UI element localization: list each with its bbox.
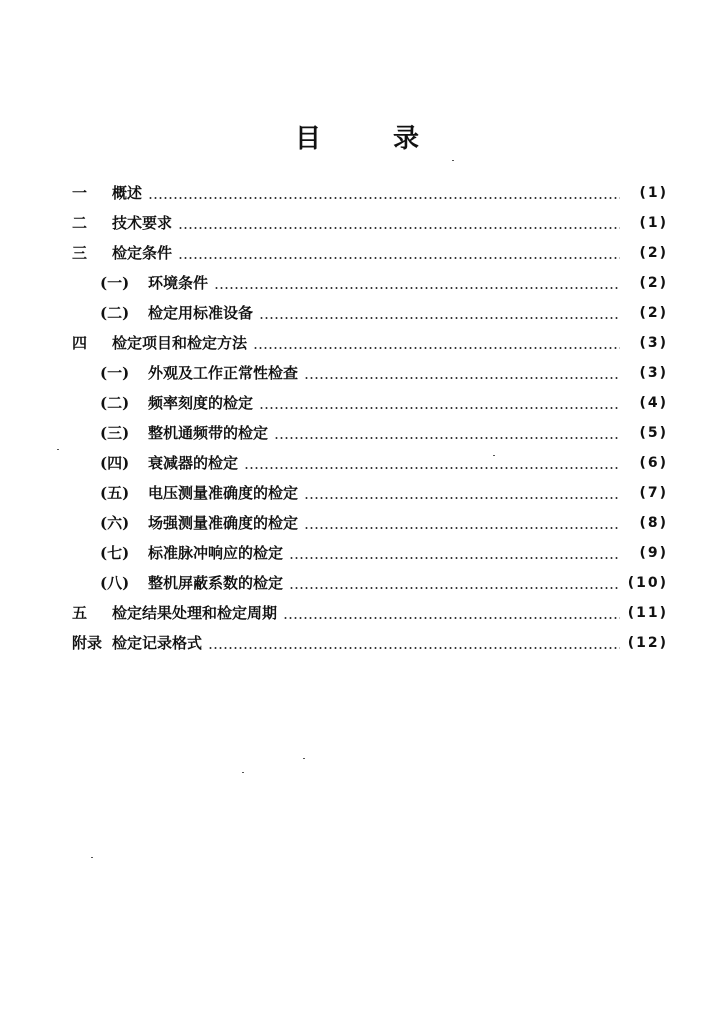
title-char-1: 目 — [294, 124, 321, 154]
toc-entry-page: (3) — [639, 365, 668, 381]
toc-entry-number: (二) — [100, 394, 130, 412]
toc-entry-label: 检定用标准设备 — [148, 298, 255, 328]
toc-entry — [72, 508, 668, 538]
toc-entry-page: (6) — [639, 455, 668, 471]
toc-entry-page: (4) — [639, 395, 668, 411]
toc-entry-number: 三 — [72, 244, 88, 262]
toc-entry-label: 检定结果处理和检定周期 — [112, 598, 279, 628]
toc-entry — [72, 208, 668, 238]
toc-entry-number: (五) — [100, 484, 130, 502]
toc-entry — [72, 418, 668, 448]
toc-entry — [72, 448, 668, 478]
toc-entry-number: (二) — [100, 304, 130, 322]
dot-leader — [304, 497, 620, 499]
toc-entry-label: 整机通频带的检定 — [148, 418, 270, 448]
dot-leader — [274, 437, 620, 439]
toc-entry — [72, 358, 668, 388]
toc-entry-page: (10) — [627, 575, 668, 591]
toc-entry-label: 整机屏蔽系数的检定 — [148, 568, 285, 598]
toc-entry-page: (5) — [639, 425, 668, 441]
dot-leader — [178, 227, 620, 229]
toc-entry-label: 环境条件 — [148, 268, 210, 298]
scan-speck — [91, 857, 93, 858]
toc-entry-page: (2) — [639, 245, 668, 261]
toc-entry — [72, 388, 668, 418]
toc-entry-label: 检定条件 — [112, 238, 174, 268]
toc-entry-number: (三) — [100, 424, 130, 442]
toc-entry-label: 检定记录格式 — [112, 628, 204, 658]
scan-speck — [452, 160, 454, 161]
toc-entry — [72, 598, 668, 628]
toc-entry-page: (11) — [627, 605, 668, 621]
toc-entry-number: (六) — [100, 514, 130, 532]
toc-entry-number: (一) — [100, 274, 130, 292]
toc-entry-page: (9) — [639, 545, 668, 561]
dot-leader — [208, 647, 620, 649]
toc-entry-label: 标准脉冲响应的检定 — [148, 538, 285, 568]
dot-leader — [178, 257, 620, 259]
dot-leader — [304, 377, 620, 379]
toc-entry-label: 概述 — [112, 178, 144, 208]
dot-leader — [259, 407, 620, 409]
toc-entry-number: (七) — [100, 544, 130, 562]
toc-entry-number: 四 — [72, 334, 88, 352]
toc-entry-page: (7) — [639, 485, 668, 501]
toc-entry — [72, 568, 668, 598]
dot-leader — [259, 317, 620, 319]
toc-entry-number: 附录 — [72, 634, 103, 652]
toc-entry — [72, 268, 668, 298]
scan-speck — [303, 758, 305, 759]
toc-entry-page: (3) — [639, 335, 668, 351]
toc-entry — [72, 298, 668, 328]
dot-leader — [148, 197, 620, 199]
toc-entry-label: 检定项目和检定方法 — [112, 328, 249, 358]
dot-leader — [253, 347, 620, 349]
toc-entry-label: 外观及工作正常性检查 — [148, 358, 300, 388]
toc-entry-number: 二 — [72, 214, 88, 232]
toc-entry-number: 五 — [72, 604, 88, 622]
toc-entry — [72, 238, 668, 268]
toc-entry — [72, 478, 668, 508]
dot-leader — [244, 467, 620, 469]
toc-entry-page: (8) — [639, 515, 668, 531]
scan-speck — [242, 772, 244, 773]
toc-entry-page: (2) — [639, 275, 668, 291]
scan-speck — [57, 449, 59, 450]
title-char-2: 录 — [393, 124, 420, 154]
page-title — [0, 118, 714, 155]
dot-leader — [283, 617, 620, 619]
toc-entry-page: (2) — [639, 305, 668, 321]
table-of-contents — [72, 178, 668, 658]
toc-entry-label: 衰减器的检定 — [148, 448, 240, 478]
toc-entry — [72, 538, 668, 568]
toc-entry-number: (一) — [100, 364, 130, 382]
dot-leader — [289, 557, 620, 559]
toc-entry-number: (八) — [100, 574, 130, 592]
toc-entry-page: (1) — [639, 185, 668, 201]
toc-entry-page: (1) — [639, 215, 668, 231]
toc-entry — [72, 628, 668, 658]
toc-entry-number: (四) — [100, 454, 130, 472]
toc-entry-label: 场强测量准确度的检定 — [148, 508, 300, 538]
toc-entry-number: 一 — [72, 184, 88, 202]
toc-entry-label: 技术要求 — [112, 208, 174, 238]
dot-leader — [214, 287, 620, 289]
dot-leader — [304, 527, 620, 529]
toc-entry-page: (12) — [627, 635, 668, 651]
toc-entry-label: 频率刻度的检定 — [148, 388, 255, 418]
toc-entry — [72, 178, 668, 208]
dot-leader — [289, 587, 620, 589]
toc-entry — [72, 328, 668, 358]
scan-speck — [493, 455, 495, 456]
toc-entry-label: 电压测量准确度的检定 — [148, 478, 300, 508]
